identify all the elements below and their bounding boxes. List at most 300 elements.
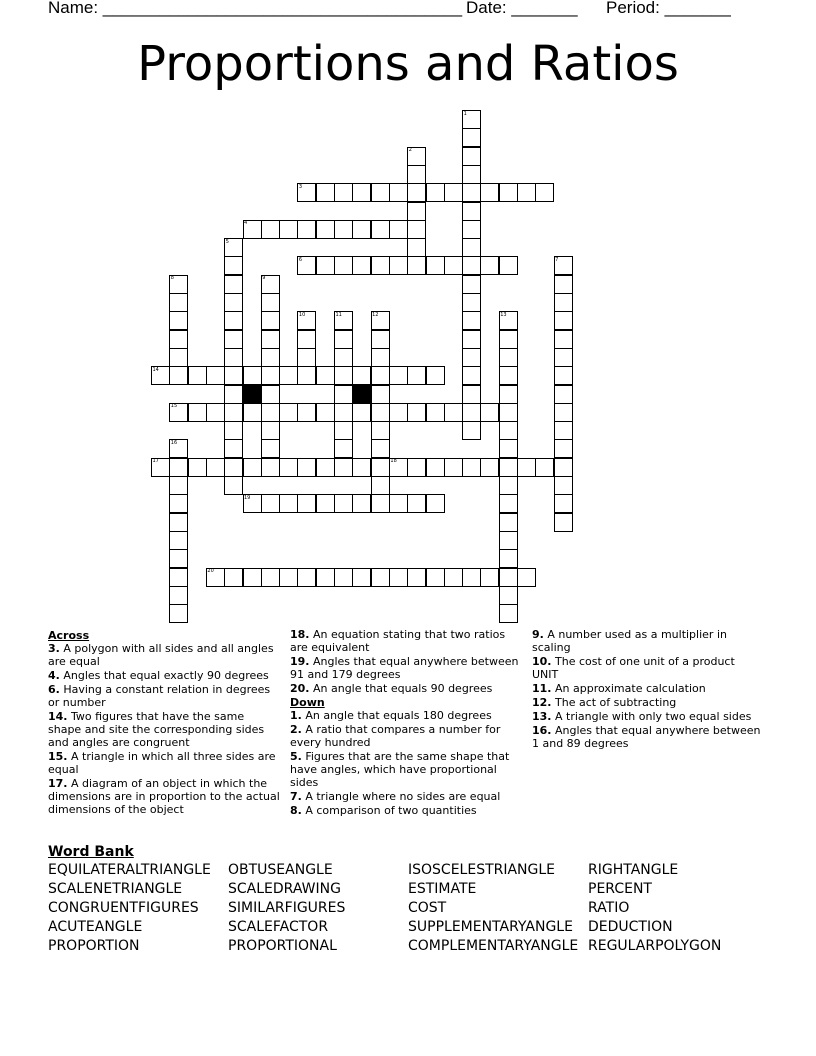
crossword-cell[interactable] [206, 403, 225, 422]
crossword-cell[interactable] [371, 439, 390, 458]
crossword-cell[interactable] [224, 385, 243, 404]
name-field[interactable]: Name: ______________________________________ [48, 0, 463, 17]
crossword-cell[interactable] [261, 311, 280, 330]
crossword-cell[interactable] [261, 403, 280, 422]
crossword-cell[interactable] [462, 458, 481, 477]
crossword-cell[interactable] [334, 421, 353, 440]
clue-item [532, 696, 764, 709]
crossword-cell[interactable] [462, 568, 481, 587]
crossword-cell[interactable] [426, 568, 445, 587]
crossword-cell[interactable] [169, 366, 188, 385]
crossword-cell[interactable] [371, 403, 390, 422]
crossword-cell[interactable] [169, 494, 188, 513]
word-bank-item: ESTIMATE [408, 881, 477, 897]
clue-number: 2. [290, 723, 302, 736]
crossword-cell[interactable] [316, 458, 335, 477]
crossword-cell[interactable] [169, 476, 188, 495]
clue-text: Figures that are the same shape that have angles, which have proportional sides [290, 750, 510, 789]
clue-number-label: 15 [170, 403, 178, 410]
crossword-cell[interactable] [462, 147, 481, 166]
crossword-cell[interactable] [371, 476, 390, 495]
crossword-cell[interactable] [462, 348, 481, 367]
crossword-cell[interactable] [371, 494, 390, 513]
crossword-cell[interactable] [426, 366, 445, 385]
word-bank-item: COST [408, 900, 447, 916]
crossword-cell[interactable] [334, 568, 353, 587]
crossword-cell[interactable] [169, 513, 188, 532]
crossword-cell[interactable] [444, 403, 463, 422]
clue-text: A polygon with all sides and all angles are equal [48, 642, 274, 668]
crossword-cell[interactable] [517, 568, 536, 587]
crossword-black-cell [352, 385, 371, 404]
crossword-cell[interactable] [499, 476, 518, 495]
crossword-cell[interactable] [261, 458, 280, 477]
crossword-cell[interactable] [261, 220, 280, 239]
word-bank-item: PERCENT [588, 881, 652, 897]
crossword-cell[interactable] [480, 183, 499, 202]
clues-column-1 [48, 628, 280, 817]
clue-number-label: 18 [390, 458, 397, 465]
crossword-cell[interactable] [499, 458, 518, 477]
crossword-cell[interactable] [389, 220, 408, 239]
crossword-cell[interactable] [480, 256, 499, 275]
crossword-cell[interactable] [554, 293, 573, 312]
crossword-cell[interactable] [480, 568, 499, 587]
crossword-cell[interactable] [462, 366, 481, 385]
clue-number-label: 17 [152, 458, 159, 465]
crossword-cell[interactable] [297, 403, 316, 422]
crossword-cell[interactable] [334, 183, 353, 202]
crossword-cell[interactable] [389, 256, 408, 275]
crossword-cell[interactable] [499, 385, 518, 404]
crossword-cell[interactable] [389, 568, 408, 587]
crossword-cell[interactable] [499, 403, 518, 422]
crossword-cell[interactable] [554, 330, 573, 349]
crossword-cell[interactable] [371, 366, 390, 385]
crossword-cell[interactable] [297, 568, 316, 587]
crossword-cell[interactable] [334, 348, 353, 367]
word-bank [48, 844, 788, 957]
clue-number-label: 12 [372, 311, 379, 318]
crossword-cell[interactable] [407, 220, 426, 239]
crossword-cell[interactable] [169, 348, 188, 367]
word-bank-item: PROPORTION [48, 938, 140, 954]
crossword-cell[interactable] [462, 165, 481, 184]
clue-number: 19. [290, 655, 310, 668]
crossword-cell[interactable] [206, 366, 225, 385]
clue-number: 4. [48, 669, 60, 682]
across-heading: Across [48, 629, 90, 642]
crossword-cell[interactable] [169, 330, 188, 349]
crossword-cell[interactable] [554, 458, 573, 477]
crossword-cell[interactable] [224, 348, 243, 367]
clue-item [48, 777, 280, 816]
crossword-cell[interactable] [224, 311, 243, 330]
crossword-cell[interactable] [352, 494, 371, 513]
crossword-cell[interactable] [352, 568, 371, 587]
crossword-cell[interactable] [169, 458, 188, 477]
crossword-cell[interactable] [334, 220, 353, 239]
crossword-cell[interactable] [279, 220, 298, 239]
crossword-cell[interactable] [224, 476, 243, 495]
crossword-cell[interactable] [499, 604, 518, 623]
crossword-cell[interactable] [407, 366, 426, 385]
crossword-cell[interactable] [499, 513, 518, 532]
crossword-cell[interactable] [499, 330, 518, 349]
clue-number-label: 4 [244, 220, 248, 227]
crossword-cell[interactable] [334, 439, 353, 458]
clue-item [290, 790, 522, 803]
crossword-cell[interactable] [407, 202, 426, 221]
crossword-cell[interactable] [407, 458, 426, 477]
clue-number-label: 5 [225, 238, 229, 245]
crossword-cell[interactable] [169, 293, 188, 312]
clue-item [48, 669, 280, 682]
crossword-cell[interactable] [297, 494, 316, 513]
clue-number-label: 3 [298, 183, 303, 190]
clue-text: Angles that equal exactly 90 degrees [59, 669, 269, 682]
clue-number-label: 6 [298, 256, 303, 263]
word-bank-item: SIMILARFIGURES [228, 900, 346, 916]
crossword-cell[interactable] [371, 183, 390, 202]
crossword-cell[interactable] [297, 348, 316, 367]
crossword-cell[interactable] [444, 458, 463, 477]
crossword-cell[interactable] [261, 385, 280, 404]
clue-item [290, 655, 522, 681]
crossword-cell[interactable] [462, 275, 481, 294]
clue-text: A triangle where no sides are equal [301, 790, 501, 803]
word-bank-item: COMPLEMENTARYANGLE [408, 938, 579, 954]
crossword-cell[interactable] [554, 366, 573, 385]
crossword-cell[interactable] [462, 183, 481, 202]
clue-text: A number used as a multiplier in scaling [532, 628, 727, 654]
crossword-cell[interactable] [554, 421, 573, 440]
clue-number-label: 19 [244, 494, 251, 501]
crossword-cell[interactable] [462, 330, 481, 349]
crossword-cell[interactable] [499, 586, 518, 605]
crossword-cell[interactable] [426, 458, 445, 477]
crossword-cell[interactable] [444, 183, 463, 202]
crossword-cell[interactable] [499, 494, 518, 513]
clue-number: 14. [48, 710, 68, 723]
crossword-black-cell [243, 385, 262, 404]
crossword-cell[interactable] [389, 494, 408, 513]
clue-number: 18. [290, 628, 310, 641]
clues-column-2 [290, 628, 522, 818]
clue-number-label: 2 [408, 147, 412, 154]
crossword-cell[interactable] [389, 366, 408, 385]
clue-text: Angles that equal anywhere between 91 and 179 degrees [290, 655, 519, 681]
crossword-cell[interactable] [444, 568, 463, 587]
crossword-cell[interactable] [352, 458, 371, 477]
crossword-cell[interactable] [371, 220, 390, 239]
crossword-cell[interactable] [316, 403, 335, 422]
crossword-cell[interactable] [224, 458, 243, 477]
clue-text: A triangle in which all three sides are equal [48, 750, 276, 776]
crossword-cell[interactable] [261, 421, 280, 440]
crossword-cell[interactable] [462, 293, 481, 312]
clue-number: 5. [290, 750, 302, 763]
crossword-cell[interactable] [371, 348, 390, 367]
crossword-cell[interactable] [462, 202, 481, 221]
word-bank-item: SCALEDRAWING [228, 881, 341, 897]
crossword-cell[interactable] [334, 366, 353, 385]
clue-text: A diagram of an object in which the dimensions are in proportion to the actual dimensions of the object [48, 777, 280, 816]
crossword-cell[interactable] [224, 256, 243, 275]
crossword-cell[interactable] [371, 256, 390, 275]
clue-item [290, 804, 522, 817]
crossword-cell[interactable] [499, 421, 518, 440]
crossword-cell[interactable] [297, 458, 316, 477]
crossword-cell[interactable] [407, 568, 426, 587]
crossword-cell[interactable] [261, 568, 280, 587]
down-heading: Down [290, 696, 325, 709]
clue-text: An approximate calculation [551, 682, 706, 695]
crossword-cell[interactable] [279, 494, 298, 513]
crossword-cell[interactable] [371, 330, 390, 349]
crossword-cell[interactable] [426, 256, 445, 275]
crossword-cell[interactable] [334, 330, 353, 349]
crossword-cell[interactable] [316, 366, 335, 385]
crossword-cell[interactable] [261, 348, 280, 367]
clue-item [290, 628, 522, 654]
crossword-cell[interactable] [371, 421, 390, 440]
clue-item [532, 724, 764, 750]
crossword-cell[interactable] [261, 439, 280, 458]
crossword-cell[interactable] [407, 494, 426, 513]
crossword-cell[interactable] [517, 458, 536, 477]
crossword-cell[interactable] [334, 385, 353, 404]
crossword-cell[interactable] [535, 458, 554, 477]
crossword-cell[interactable] [389, 403, 408, 422]
crossword-cell[interactable] [389, 183, 408, 202]
crossword-cell[interactable] [261, 494, 280, 513]
crossword-cell[interactable] [224, 421, 243, 440]
crossword-cell[interactable] [224, 275, 243, 294]
clue-text: The act of subtracting [551, 696, 677, 709]
clue-item [532, 655, 764, 681]
clue-item [532, 682, 764, 695]
word-bank-item: DEDUCTION [588, 919, 673, 935]
crossword-cell[interactable] [462, 220, 481, 239]
crossword-cell[interactable] [261, 293, 280, 312]
crossword-cell[interactable] [499, 256, 518, 275]
crossword-cell[interactable] [316, 494, 335, 513]
crossword-cell[interactable] [499, 183, 518, 202]
clue-number: 10. [532, 655, 552, 668]
clue-number-label: 16 [170, 439, 178, 446]
crossword-cell[interactable] [243, 403, 262, 422]
crossword-cell[interactable] [169, 604, 188, 623]
crossword-cell[interactable] [352, 220, 371, 239]
crossword-cell[interactable] [334, 494, 353, 513]
crossword-cell[interactable] [480, 458, 499, 477]
crossword-cell[interactable] [188, 366, 207, 385]
clue-item [290, 723, 522, 749]
word-bank-item: REGULARPOLYGON [588, 938, 722, 954]
crossword-cell[interactable] [316, 220, 335, 239]
crossword-cell[interactable] [224, 403, 243, 422]
crossword-cell[interactable] [462, 256, 481, 275]
crossword-cell[interactable] [554, 385, 573, 404]
crossword-cell[interactable] [352, 366, 371, 385]
crossword-cell[interactable] [462, 311, 481, 330]
crossword-cell[interactable] [407, 238, 426, 257]
crossword-cell[interactable] [554, 311, 573, 330]
clue-item [532, 628, 764, 654]
crossword-cell[interactable] [188, 458, 207, 477]
word-bank-item: SCALENETRIANGLE [48, 881, 183, 897]
word-bank-item: RIGHTANGLE [588, 862, 679, 878]
crossword-cell[interactable] [407, 403, 426, 422]
clue-number-label: 7 [555, 256, 559, 263]
crossword-cell[interactable] [499, 348, 518, 367]
clue-number: 20. [290, 682, 310, 695]
crossword-cell[interactable] [426, 403, 445, 422]
clue-number-label: 10 [298, 311, 306, 318]
crossword-cell[interactable] [371, 458, 390, 477]
clue-number-label: 14 [152, 366, 159, 373]
crossword-cell[interactable] [462, 238, 481, 257]
crossword-cell[interactable] [554, 348, 573, 367]
crossword-cell[interactable] [554, 513, 573, 532]
crossword-cell[interactable] [462, 403, 481, 422]
crossword-cell[interactable] [279, 403, 298, 422]
word-bank-item: CONGRUENTFIGURES [48, 900, 199, 916]
crossword-cell[interactable] [352, 256, 371, 275]
clue-text: Angles that equal anywhere between 1 and 89 degrees [532, 724, 761, 750]
crossword-cell[interactable] [554, 439, 573, 458]
crossword-cell[interactable] [535, 183, 554, 202]
clue-number: 9. [532, 628, 544, 641]
clue-text: The cost of one unit of a product UNIT [532, 655, 735, 681]
crossword-cell[interactable] [499, 549, 518, 568]
crossword-cell[interactable] [480, 403, 499, 422]
crossword-cell[interactable] [407, 165, 426, 184]
crossword-cell[interactable] [297, 220, 316, 239]
crossword-cell[interactable] [169, 568, 188, 587]
clue-text: A triangle with only two equal sides [551, 710, 752, 723]
clue-number: 11. [532, 682, 552, 695]
crossword-cell[interactable] [224, 293, 243, 312]
crossword-cell[interactable] [243, 568, 262, 587]
crossword-cell[interactable] [279, 568, 298, 587]
crossword-cell[interactable] [352, 403, 371, 422]
crossword-cell[interactable] [279, 366, 298, 385]
crossword-cell[interactable] [554, 275, 573, 294]
crossword-cell[interactable] [316, 568, 335, 587]
crossword-cell[interactable] [243, 458, 262, 477]
clue-item [532, 710, 764, 723]
crossword-cell[interactable] [169, 549, 188, 568]
word-bank-item: ISOSCELESTRIANGLE [408, 862, 556, 878]
crossword-cell[interactable] [371, 385, 390, 404]
date-field[interactable]: Date: _______ [466, 0, 578, 17]
clue-number-label: 13 [500, 311, 507, 318]
crossword-cell[interactable] [334, 458, 353, 477]
clues-column-3 [532, 628, 764, 751]
crossword-cell[interactable] [169, 531, 188, 550]
clue-number-label: 8 [170, 275, 174, 282]
word-bank-item: SUPPLEMENTARYANGLE [408, 919, 573, 935]
word-bank-item: ACUTEANGLE [48, 919, 143, 935]
crossword-cell[interactable] [224, 568, 243, 587]
crossword-cell[interactable] [554, 403, 573, 422]
crossword-cell[interactable] [462, 128, 481, 147]
clue-item [290, 750, 522, 789]
clue-text: A comparison of two quantities [301, 804, 477, 817]
clue-number: 15. [48, 750, 68, 763]
clue-item [48, 683, 280, 709]
clue-item [290, 709, 522, 722]
clue-number-label: 9 [262, 275, 266, 282]
crossword-cell[interactable] [426, 494, 445, 513]
crossword-cell[interactable] [243, 366, 262, 385]
crossword-cell[interactable] [517, 183, 536, 202]
crossword-cell[interactable] [188, 403, 207, 422]
crossword-cell[interactable] [499, 568, 518, 587]
crossword-cell[interactable] [334, 403, 353, 422]
crossword-cell[interactable] [261, 366, 280, 385]
crossword-cell[interactable] [224, 366, 243, 385]
crossword-cell[interactable] [169, 586, 188, 605]
clue-number: 13. [532, 710, 552, 723]
clue-number: 17. [48, 777, 68, 790]
crossword-cell[interactable] [352, 183, 371, 202]
clue-text: A ratio that compares a number for every hundred [290, 723, 501, 749]
crossword-cell[interactable] [554, 476, 573, 495]
crossword-cell[interactable] [462, 385, 481, 404]
period-field[interactable]: Period: _______ [606, 0, 731, 17]
crossword-cell[interactable] [462, 421, 481, 440]
clue-number: 1. [290, 709, 302, 722]
clue-number-label: 1 [463, 110, 467, 117]
clue-item [48, 710, 280, 749]
crossword-cell[interactable] [224, 330, 243, 349]
crossword-cell[interactable] [224, 439, 243, 458]
crossword-cell[interactable] [279, 458, 298, 477]
word-bank-title: Word Bank [48, 844, 134, 860]
clue-item [48, 750, 280, 776]
crossword-cell[interactable] [316, 256, 335, 275]
page-title: Proportions and Ratios [137, 36, 679, 92]
crossword-cell[interactable] [407, 256, 426, 275]
crossword-cell[interactable] [499, 366, 518, 385]
clue-text: Two figures that have the same shape and site the corresponding sides and angles are congruent [48, 710, 265, 749]
crossword-cell[interactable] [316, 183, 335, 202]
crossword-cell[interactable] [426, 183, 445, 202]
clue-text: An equation stating that two ratios are equivalent [290, 628, 506, 654]
crossword-cell[interactable] [169, 311, 188, 330]
word-bank-list [48, 862, 788, 957]
crossword-cell[interactable] [261, 330, 280, 349]
crossword-cell[interactable] [444, 256, 463, 275]
crossword-cell[interactable] [297, 330, 316, 349]
crossword-cell[interactable] [297, 366, 316, 385]
crossword-cell[interactable] [407, 183, 426, 202]
clue-item [48, 642, 280, 668]
clue-number: 3. [48, 642, 60, 655]
crossword-cell[interactable] [334, 256, 353, 275]
clue-text: An angle that equals 180 degrees [301, 709, 492, 722]
crossword-cell[interactable] [206, 458, 225, 477]
crossword-cell[interactable] [371, 568, 390, 587]
crossword-cell[interactable] [499, 531, 518, 550]
word-bank-item: SCALEFACTOR [228, 919, 329, 935]
crossword-cell[interactable] [499, 439, 518, 458]
crossword-cell[interactable] [554, 494, 573, 513]
clue-number: 16. [532, 724, 552, 737]
